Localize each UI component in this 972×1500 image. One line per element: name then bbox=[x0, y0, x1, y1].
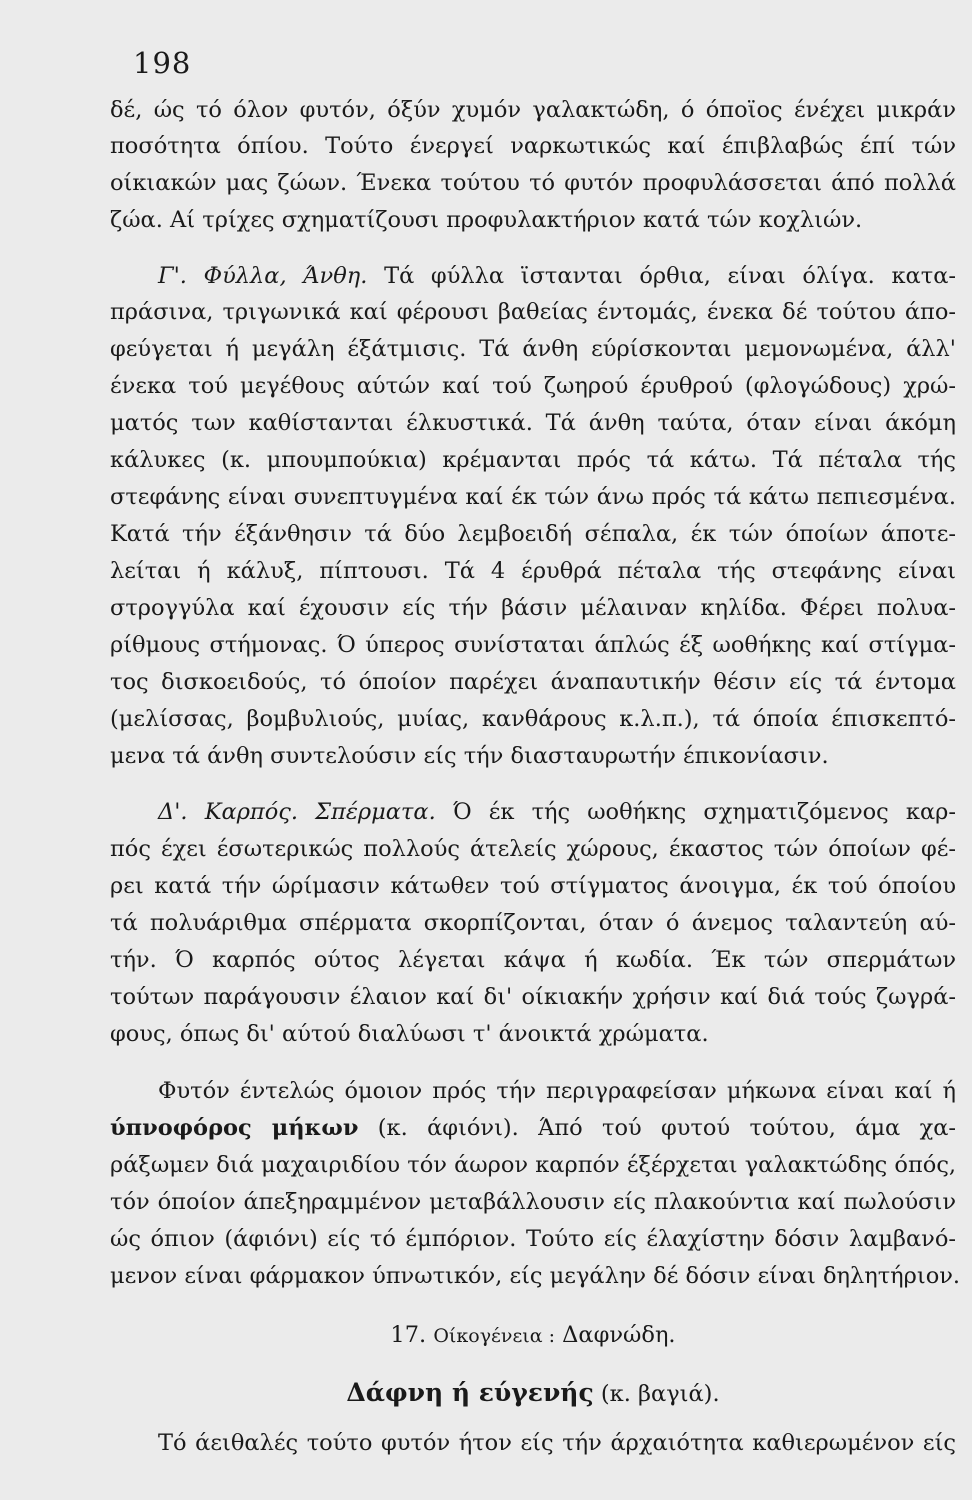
text-line: Τό άειθαλές τούτο φυτόν ήτον είς τήν άρχαιότητα καθιερωμένον είς bbox=[158, 1430, 956, 1456]
text-line: λείται ή κάλυξ, πίπτουσι. Τά 4 έρυθρά πέταλα τής στεφάνης είναι bbox=[110, 558, 956, 584]
text-line: φους, όπως δι' αύτού διαλύωσι τ' άνοικτά χρώματα. bbox=[110, 1021, 709, 1047]
text-line: στεφάνης είναι συνεπτυγμένα καί έκ τών άνω πρός τά κάτω πεπιεσμένα. bbox=[110, 484, 956, 510]
text-line: (μελίσσας, βομβυλιούς, μυίας, κανθάρους κ.λ.π.), τά όποία έπισκεπτό- bbox=[110, 706, 956, 732]
text-line: κάλυκες (κ. μπουμπούκια) κρέμανται πρός τά κάτω. Τά πέταλα τής bbox=[110, 447, 956, 473]
family-name: Δαφνώδη. bbox=[562, 1322, 676, 1348]
text-line: τήν. Ό καρπός ούτος λέγεται κάψα ή κωδία. Έκ τών σπερμάτων bbox=[110, 947, 956, 973]
opium-term-line bbox=[110, 1113, 956, 1143]
family-heading bbox=[110, 1320, 956, 1351]
family-label: Οίκογένεια : bbox=[433, 1325, 556, 1347]
text-line: Φυτόν έντελώς όμοιον πρός τήν περιγραφείσαν μήκωνα είναι καί ή bbox=[158, 1078, 956, 1104]
text-line: ρει κατά τήν ώρίμασιν κάτωθεν τού στίγματος άνοιγμα, έκ τού όποίου bbox=[110, 873, 956, 899]
section-d-first-line bbox=[110, 797, 956, 827]
text-run: Ό έκ τής ωοθήκης σχηματιζόμενος καρ- bbox=[452, 799, 956, 825]
text-line: οίκιακών μας ζώων. Ένεκα τούτου τό φυτόν προφυλάσσεται άπό πολλά bbox=[110, 170, 956, 196]
text-line: τούτων παράγουσιν έλαιον καί δι' οίκιακήν χρήσιν καί διά τούς ζωγρά- bbox=[110, 984, 956, 1010]
text-line: τος δισκοειδούς, τό όποίον παρέχει άναπαυτικήν θέσιν είς τά έντομα bbox=[110, 669, 956, 695]
text-line: τά πολυάριθμα σπέρματα σκορπίζονται, όταν ό άνεμος ταλαντεύη αύ- bbox=[110, 910, 956, 936]
family-number: 17. bbox=[390, 1322, 427, 1348]
species-heading bbox=[110, 1378, 956, 1409]
text-line: πός έχει έσωτερικώς πολλούς άτελείς χώρους, έκαστος τών όποίων φέ- bbox=[110, 836, 956, 862]
text-run: (κ. άφιόνι). Άπό τού φυτού τούτου, άμα χα- bbox=[377, 1115, 956, 1141]
text-line: ματός των καθίστανται έλκυστικά. Τά άνθη ταύτα, όταν είναι άκόμη bbox=[110, 410, 956, 436]
section-g-first-line bbox=[110, 261, 956, 291]
text-line: πράσινα, τριγωνικά καί φέρουσι βαθείας έντομάς, ένεκα δέ τούτου άπο- bbox=[110, 299, 956, 325]
text-line: δέ, ώς τό όλον φυτόν, όξύν χυμόν γαλακτώδη, ό όποϊος ένέχει μικράν bbox=[110, 97, 956, 123]
text-line: ώς όπιον (άφιόνι) είς τό έμπόριον. Τούτο είς έλαχίστην δόσιν λαμβανό- bbox=[110, 1226, 956, 1252]
text-line: ράξωμεν διά μαχαιριδίου τόν άωρον καρπόν έξέρχεται γαλακτώδης όπός, bbox=[110, 1152, 957, 1178]
bold-term: ύπνοφόρος μήκων bbox=[110, 1115, 359, 1141]
text-run: Τά φύλλα ϊστανται όρθια, είναι όλίγα. κατα- bbox=[384, 263, 956, 289]
species-common-name: (κ. βαγιά). bbox=[600, 1381, 720, 1407]
species-name: Δάφνη ή εύγενής bbox=[346, 1378, 594, 1407]
section-g-heading: Γ'. Φύλλα, Άνθη. bbox=[158, 263, 368, 289]
text-line: ποσότητα όπίου. Τούτο ένεργεί ναρκωτικώς καί έπιβλαβώς έπί τών bbox=[110, 133, 956, 159]
text-line: φεύγεται ή μεγάλη έξάτμισις. Τά άνθη εύρίσκονται μεμονωμένα, άλλ' bbox=[110, 336, 956, 362]
text-line: ρίθμους στήμονας. Ό ύπερος συνίσταται άπλώς έξ ωοθήκης καί στίγμα- bbox=[110, 632, 956, 658]
page-number: 198 bbox=[133, 46, 192, 80]
text-line: τόν όποίον άπεξηραμμένον μεταβάλλουσιν είς πλακούντια καί πωλούσιν bbox=[110, 1189, 956, 1215]
text-line: μενα τά άνθη συντελούσιν είς τήν διασταυρωτήν έπικονίασιν. bbox=[110, 743, 829, 769]
text-line: ένεκα τού μεγέθους αύτών καί τού ζωηρού έρυθρού (φλογώδους) χρώ- bbox=[110, 373, 956, 399]
text-line: ζώα. Αί τρίχες σχηματίζουσι προφυλακτήριον κατά τών κοχλιών. bbox=[110, 207, 863, 233]
text-line: στρογγύλα καί έχουσιν είς τήν βάσιν μέλαιναν κηλίδα. Φέρει πολυα- bbox=[110, 595, 956, 621]
text-line: Κατά τήν έξάνθησιν τά δύο λεμβοειδή σέπαλα, έκ τών όποίων άποτε- bbox=[110, 521, 956, 547]
section-d-heading: Δ'. Καρπός. Σπέρματα. bbox=[158, 799, 436, 825]
text-line: μενον είναι φάρμακον ύπνωτικόν, είς μεγάλην δέ δόσιν είναι δηλητήριον. bbox=[110, 1263, 961, 1289]
